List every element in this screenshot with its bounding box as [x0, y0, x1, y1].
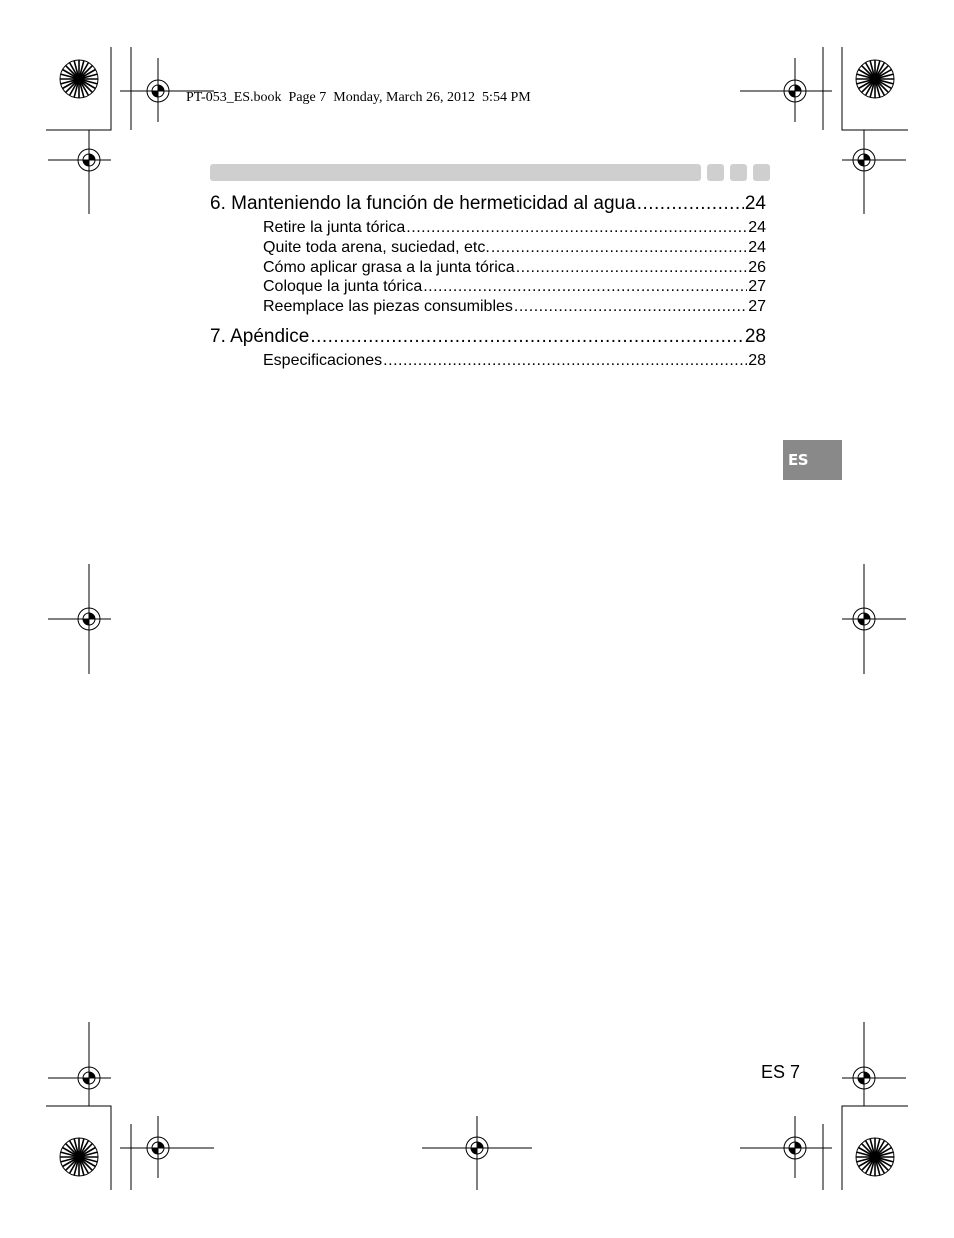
toc-subentry[interactable]	[210, 258, 766, 278]
toc-entry-title: Reemplace las piezas consumibles	[263, 298, 513, 316]
toc-chapter-6[interactable]	[210, 190, 766, 218]
toc-leader-dots	[637, 190, 744, 218]
toc-subentry[interactable]	[210, 351, 766, 371]
section-header-bar	[210, 164, 701, 181]
starburst-target-top-left	[60, 60, 98, 98]
toc-leader-dots	[406, 218, 747, 238]
toc-entry-title: Especificaciones	[263, 351, 383, 369]
toc-leader-dots	[514, 297, 747, 317]
section-header-square	[707, 164, 724, 181]
toc-entry-page: 26	[748, 258, 766, 276]
toc-leader-dots	[383, 351, 747, 371]
toc-entry-title: 7. Apéndice	[210, 325, 310, 347]
toc-leader-dots	[516, 258, 748, 278]
language-tab: ES	[783, 440, 842, 480]
toc-entry-page: 28	[748, 351, 766, 369]
section-header-square	[730, 164, 747, 181]
page-number: ES 7	[761, 1062, 801, 1082]
toc-entry-title: Coloque la junta tórica	[263, 278, 423, 296]
toc-subentry[interactable]	[210, 238, 766, 258]
toc-entry-page: 24	[748, 238, 766, 256]
toc-leader-dots	[310, 323, 744, 351]
toc-leader-dots	[491, 238, 747, 258]
toc-entry-page: 24	[744, 193, 766, 214]
toc-chapter-7[interactable]	[210, 323, 766, 351]
starburst-target-bottom-right	[856, 1138, 894, 1176]
starburst-target-top-right	[856, 60, 894, 98]
toc-leader-dots	[423, 277, 747, 297]
toc-entry-page: 24	[748, 219, 766, 236]
table-of-contents	[210, 190, 766, 371]
toc-entry-title: 6. Manteniendo la función de hermeticidad al agua	[210, 193, 636, 214]
toc-entry-page: 27	[748, 298, 766, 316]
toc-entry-title: Retire la junta tórica	[263, 219, 406, 236]
section-header-square	[753, 164, 770, 181]
toc-entry-title: Quite toda arena, suciedad, etc.	[263, 238, 490, 256]
print-slug-header: PT-053_ES.book Page 7 Monday, March 26, 2012 5:54 PM	[186, 90, 531, 105]
toc-entry-title: Cómo aplicar grasa a la junta tórica	[263, 258, 515, 276]
toc-entry-page: 27	[748, 278, 766, 296]
toc-subentry[interactable]	[210, 297, 766, 317]
toc-subentry[interactable]	[210, 218, 766, 238]
toc-entry-page: 28	[744, 325, 766, 347]
toc-subentry[interactable]	[210, 277, 766, 297]
starburst-target-bottom-left	[60, 1138, 98, 1176]
